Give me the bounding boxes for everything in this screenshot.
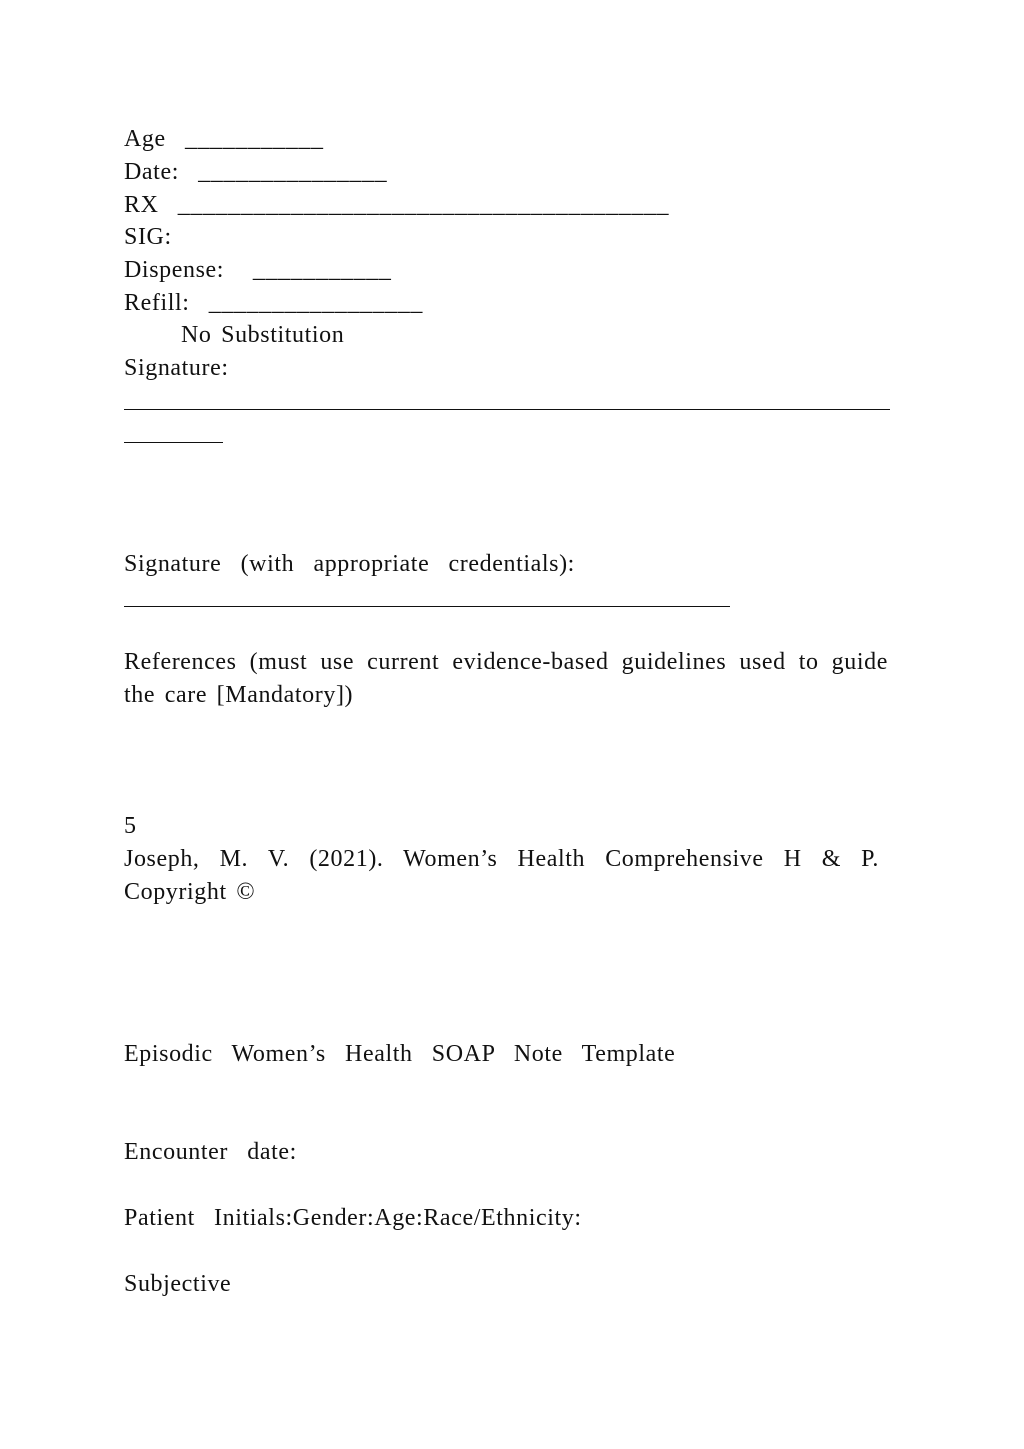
patient-info-label: Patient Initials:Gender:Age:Race/Ethnicity: — [124, 1205, 582, 1231]
age-field: Age ___________ — [124, 126, 324, 152]
refill-field: Refill: _________________ — [124, 290, 423, 316]
footer-citation: Joseph, M. V. (2021). Women’s Health Comprehensive H & P. Copyright © — [124, 846, 879, 905]
credentials-signature-label: Signature (with appropriate credentials): — [124, 551, 575, 577]
rx-field: RX _______________________________________ — [124, 192, 670, 218]
sig-field: SIG: — [124, 224, 172, 250]
dispense-field: Dispense: ___________ — [124, 257, 392, 283]
subjective-heading: Subjective — [124, 1271, 232, 1297]
template-title: Episodic Women’s Health SOAP Note Template — [124, 1041, 676, 1067]
encounter-date-label: Encounter date: — [124, 1139, 297, 1165]
references-note: References (must use current evidence-based guidelines used to guide the care [Mandatory]) — [124, 649, 888, 708]
no-substitution-label: No Substitution — [181, 322, 345, 348]
signature-line-continued — [124, 442, 223, 443]
date-field: Date: _______________ — [124, 159, 388, 185]
credentials-signature-line — [124, 606, 730, 607]
page-number: 5 — [124, 813, 137, 839]
signature-line — [124, 409, 890, 410]
signature-label: Signature: — [124, 355, 229, 381]
